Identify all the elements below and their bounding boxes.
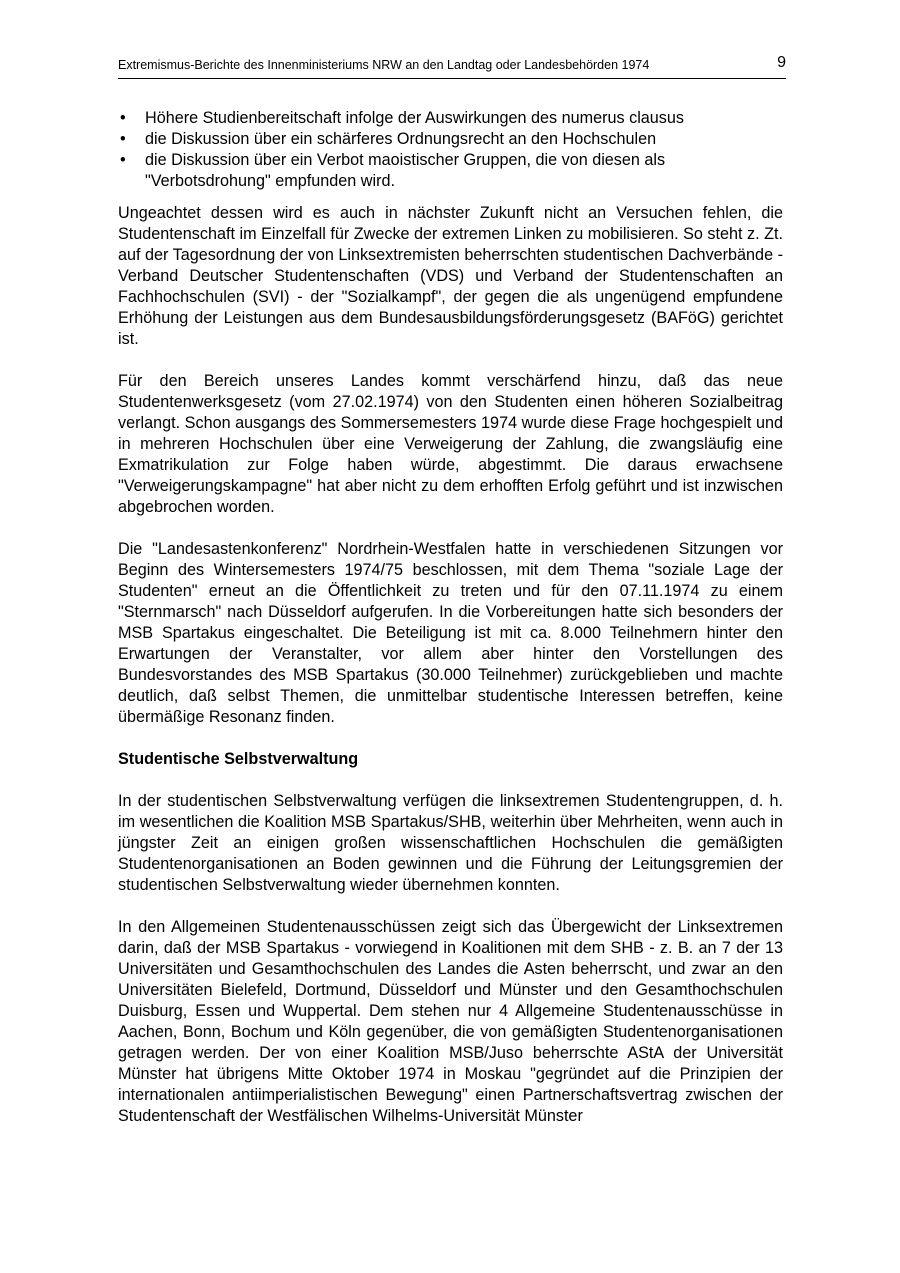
bullet-icon: •: [120, 130, 126, 148]
bullet-list: [118, 108, 783, 192]
list-item-text: die Diskussion über ein schärferes Ordnungsrecht an den Hochschulen: [145, 130, 657, 148]
list-item-text: die Diskussion über ein Verbot maoistischer Gruppen, die von diesen als "Verbotsdrohung" empfunden wird.: [145, 151, 666, 190]
list-item: [118, 150, 783, 192]
paragraph: In den Allgemeinen Studentenausschüssen zeigt sich das Übergewicht der Linksextremen darin, daß der MSB Spartakus - vorwiegend in Koalitionen mit dem SHB - z. B. an 7 der 13 Universitäten und Gesamthochschulen des Landes die Asten beherrscht, und zwar an den Universitäten Bielefeld, Dortmund, Düsseldorf und Münster und den Gesamthochschulen Duisburg, Essen und Wuppertal. Dem stehen nur 4 Allgemeine Studentenausschüsse in Aachen, Bonn, Bochum und Köln gegenüber, die von gemäßigten Studentenorganisationen getragen werden. Der von einer Koalition MSB/Juso beherrschte AStA der Universität Münster hat übrigens Mitte Oktober 1974 in Moskau "gegründet auf die Prinzipien der internationalen antiimperialistischen Bewegung" einen Partnerschaftsvertrag zwischen der Studentenschaft der Westfälischen Wilhelms-Universität Münster: [118, 918, 783, 1125]
paragraph: Ungeachtet dessen wird es auch in nächster Zukunft nicht an Versuchen fehlen, die Studentenschaft im Einzelfall für Zwecke der extremen Linken zu mobilisieren. So steht z. Zt. auf der Tagesordnung der von Linksextremisten beherrschten studentischen Dachverbände - Verband Deutscher Studentenschaften (VDS) und Verband der Studentenschaften an Fachhochschulen (SVI) - der "Sozialkampf", der gegen die als ungenügend empfundene Erhöhung der Leistungen aus dem Bundesausbildungsförderungsgesetz (BAFöG) gerichtet ist.: [118, 204, 783, 348]
bullet-icon: •: [120, 151, 126, 169]
paragraph: Die "Landesastenkonferenz" Nordrhein-Westfalen hatte in verschiedenen Sitzungen vor Beginn des Wintersemesters 1974/75 beschlossen, mit dem Thema "soziale Lage der Studenten" erneut an die Öffentlichkeit zu treten und für den 07.11.1974 zu einem "Sternmarsch" nach Düsseldorf aufgerufen. In die Vorbereitungen hatte sich besonders der MSB Spartakus eingeschaltet. Die Beteiligung ist mit ca. 8.000 Teilnehmern hinter den Erwartungen der Veranstalter, vor allem aber hinter den Vorstellungen des Bundesvorstandes des MSB Spartakus (30.000 Teilnehmer) zurückgeblieben und machte deutlich, daß selbst Themen, die unmittelbar studentische Interessen betreffen, keine übermäßige Resonanz finden.: [118, 540, 783, 726]
list-item-text: Höhere Studienbereitschaft infolge der Auswirkungen des numerus clausus: [145, 109, 685, 127]
paragraph: Für den Bereich unseres Landes kommt verschärfend hinzu, daß das neue Studentenwerksgesetz (vom 27.02.1974) von den Studenten einen höheren Sozialbeitrag verlangt. Schon ausgangs des Sommersemesters 1974 wurde diese Frage hochgespielt und in mehreren Hochschulen über eine Verweigerung der Zahlung, die zwangsläufig eine Exmatrikulation zur Folge haben würde, abgestimmt. Die daraus erwachsene "Verweigerungskampagne" hat aber nicht zu dem erhofften Erfolg geführt und ist inzwischen abgebrochen worden.: [118, 372, 783, 516]
page-header: [118, 54, 786, 79]
section-heading: Studentische Selbstverwaltung: [118, 750, 359, 768]
page-number: 9: [777, 54, 786, 71]
header-title: Extremismus-Berichte des Innenministeriums NRW an den Landtag oder Landesbehörden 1974: [118, 58, 650, 72]
paragraph: In der studentischen Selbstverwaltung verfügen die linksextremen Studentengruppen, d. h. im wesentlichen die Koalition MSB Spartakus/SHB, weiterhin über Mehrheiten, wenn auch in jüngster Zeit an einigen großen wissenschaftlichen Hochschulen die gemäßigten Studentenorganisationen an Boden gewinnen und die Führung der Leitungsgremien der studentischen Selbstverwaltung wieder übernehmen konnten.: [118, 792, 783, 894]
list-item: [118, 129, 783, 150]
bullet-icon: •: [120, 109, 126, 127]
document-body: [118, 108, 783, 1127]
list-item: [118, 108, 783, 129]
